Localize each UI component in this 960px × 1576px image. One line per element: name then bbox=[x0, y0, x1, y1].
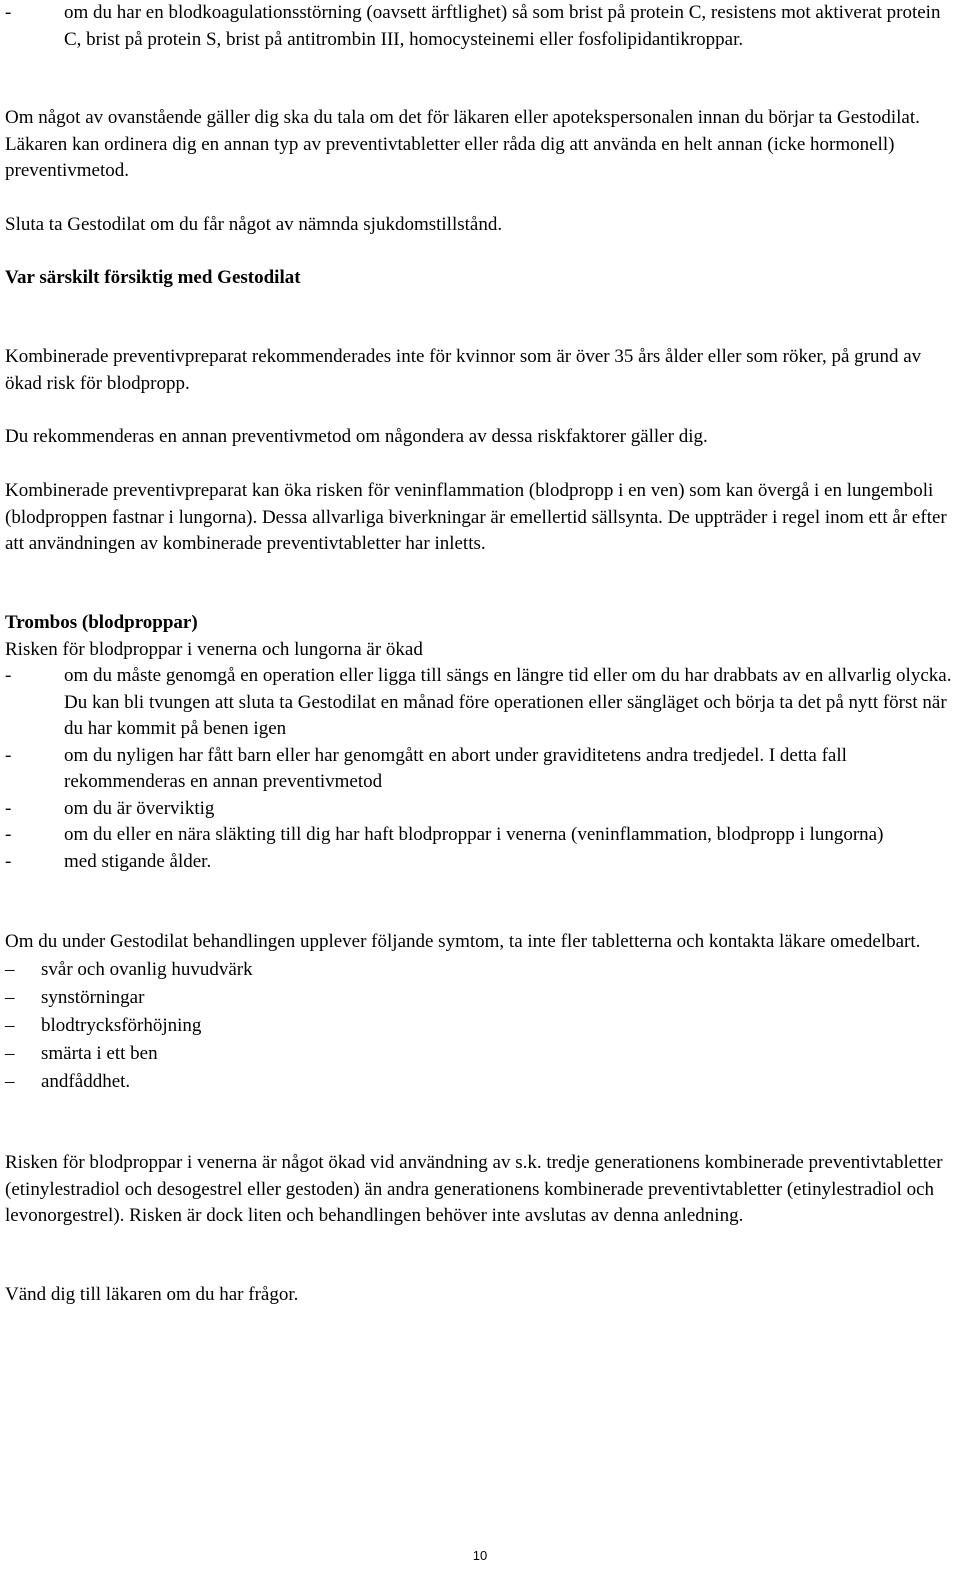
page-number: 10 bbox=[472, 1548, 488, 1563]
list-item bbox=[5, 743, 955, 796]
list-item bbox=[5, 984, 955, 1012]
list-marker: – bbox=[5, 1070, 15, 1092]
list-marker: - bbox=[5, 665, 12, 686]
heading-caution: Var särskilt försiktig med Gestodilat bbox=[5, 267, 301, 288]
list-item-text: om du måste genomgå en operation eller ligga till sängs en längre tid eller om du har drabbats av en allvarlig olycka. Du kan bli tvungen att sluta ta Gestodilat en månad före operationen eller sängläget och börja ta det på nytt först när du har kommit på benen igen bbox=[64, 665, 952, 739]
list-marker: – bbox=[5, 1014, 15, 1036]
paragraph-risk-factors: Du rekommenderas en annan preventivmetod om någondera av dessa riskfaktorer gäller dig. bbox=[5, 426, 708, 447]
list-item bbox=[5, 663, 955, 743]
list-marker: - bbox=[5, 744, 12, 766]
list-item bbox=[5, 1012, 955, 1040]
list-item bbox=[5, 822, 955, 849]
list-item bbox=[5, 849, 955, 876]
paragraph-smokers: Kombinerade preventivpreparat rekommenderades inte för kvinnor som är över 35 års ålder eller som röker, på grund av ökad risk för blodpropp. bbox=[5, 346, 922, 394]
list-item-text: med stigande ålder. bbox=[64, 850, 212, 872]
paragraph-generations: Risken för blodproppar i venerna är något ökad vid användning av s.k. tredje generationens kombinerade preventivtabletter (etinylestradiol och desogestrel eller gestoden) än andra generationens kombinerade preventivtabletter (etinylestradiol och levonorgestrel). Risken är dock liten och behandlingen behöver inte avslutas av denna anledning. bbox=[5, 1152, 943, 1226]
trombos-intro: Risken för blodproppar i venerna och lungorna är ökad bbox=[5, 638, 423, 660]
list-item bbox=[5, 1068, 955, 1096]
heading-trombos: Trombos (blodproppar) bbox=[5, 612, 198, 633]
list-marker: - bbox=[5, 2, 12, 23]
symptoms-section bbox=[5, 929, 955, 1096]
list-item-text: synstörningar bbox=[41, 986, 145, 1008]
list-marker: – bbox=[5, 958, 15, 980]
list-marker: – bbox=[5, 986, 15, 1008]
list-item-text: om du har en blodkoagulationsstörning (oavsett ärftlighet) så som brist på protein C, resistens mot aktiverat protein C, brist på protein S, brist på antitrombin III, homocysteinemi eller fosfolipidantikroppar. bbox=[64, 2, 941, 50]
trombos-section bbox=[5, 610, 955, 875]
symptoms-intro: Om du under Gestodilat behandlingen upplever följande symtom, ta inte fler tabletterna och kontakta läkare omedelbart. bbox=[5, 931, 921, 952]
list-item bbox=[5, 796, 955, 823]
list-marker: - bbox=[5, 797, 12, 819]
list-marker: - bbox=[5, 850, 12, 872]
list-item-text: andfåddhet. bbox=[41, 1070, 131, 1092]
paragraph-stop: Sluta ta Gestodilat om du får något av nämnda sjukdomstillstånd. bbox=[5, 214, 503, 235]
list-item-text: om du är överviktig bbox=[64, 797, 215, 819]
list-item-text: blodtrycksförhöjning bbox=[41, 1014, 202, 1036]
paragraph-consult: Om något av ovanstående gäller dig ska du tala om det för läkaren eller apotekspersonalen innan du börjar ta Gestodilat. Läkaren kan ordinera dig en annan typ av preventivtabletter eller råda dig att använda en helt annan (icke hormonell) preventivmetod. bbox=[5, 107, 920, 181]
paragraph-vein: Kombinerade preventivpreparat kan öka risken för veninflammation (blodpropp i en ven) som kan övergå i en lungemboli (blodproppen fastnar i lungorna). Dessa allvarliga biverkningar är emellertid sällsynta. De uppträder i regel inom ett år efter att användningen av kombinerade preventivtabletter har inletts. bbox=[5, 480, 947, 554]
list-marker: - bbox=[5, 824, 12, 845]
list-item bbox=[5, 956, 955, 984]
list-marker: – bbox=[5, 1042, 15, 1064]
paragraph-questions: Vänd dig till läkaren om du har frågor. bbox=[5, 1284, 299, 1305]
list-item-text: om du eller en nära släkting till dig har haft blodproppar i venerna (veninflammation, blodpropp i lungorna) bbox=[64, 824, 884, 845]
list-item-text: smärta i ett ben bbox=[41, 1042, 158, 1064]
list-item-text: om du nyligen har fått barn eller har genomgått en abort under graviditetens andra tredjedel. I detta fall rekommenderas en annan preventivmetod bbox=[64, 744, 847, 792]
list-item bbox=[5, 1040, 955, 1068]
list-item-text: svår och ovanlig huvudvärk bbox=[41, 958, 253, 980]
list-item bbox=[5, 0, 955, 53]
